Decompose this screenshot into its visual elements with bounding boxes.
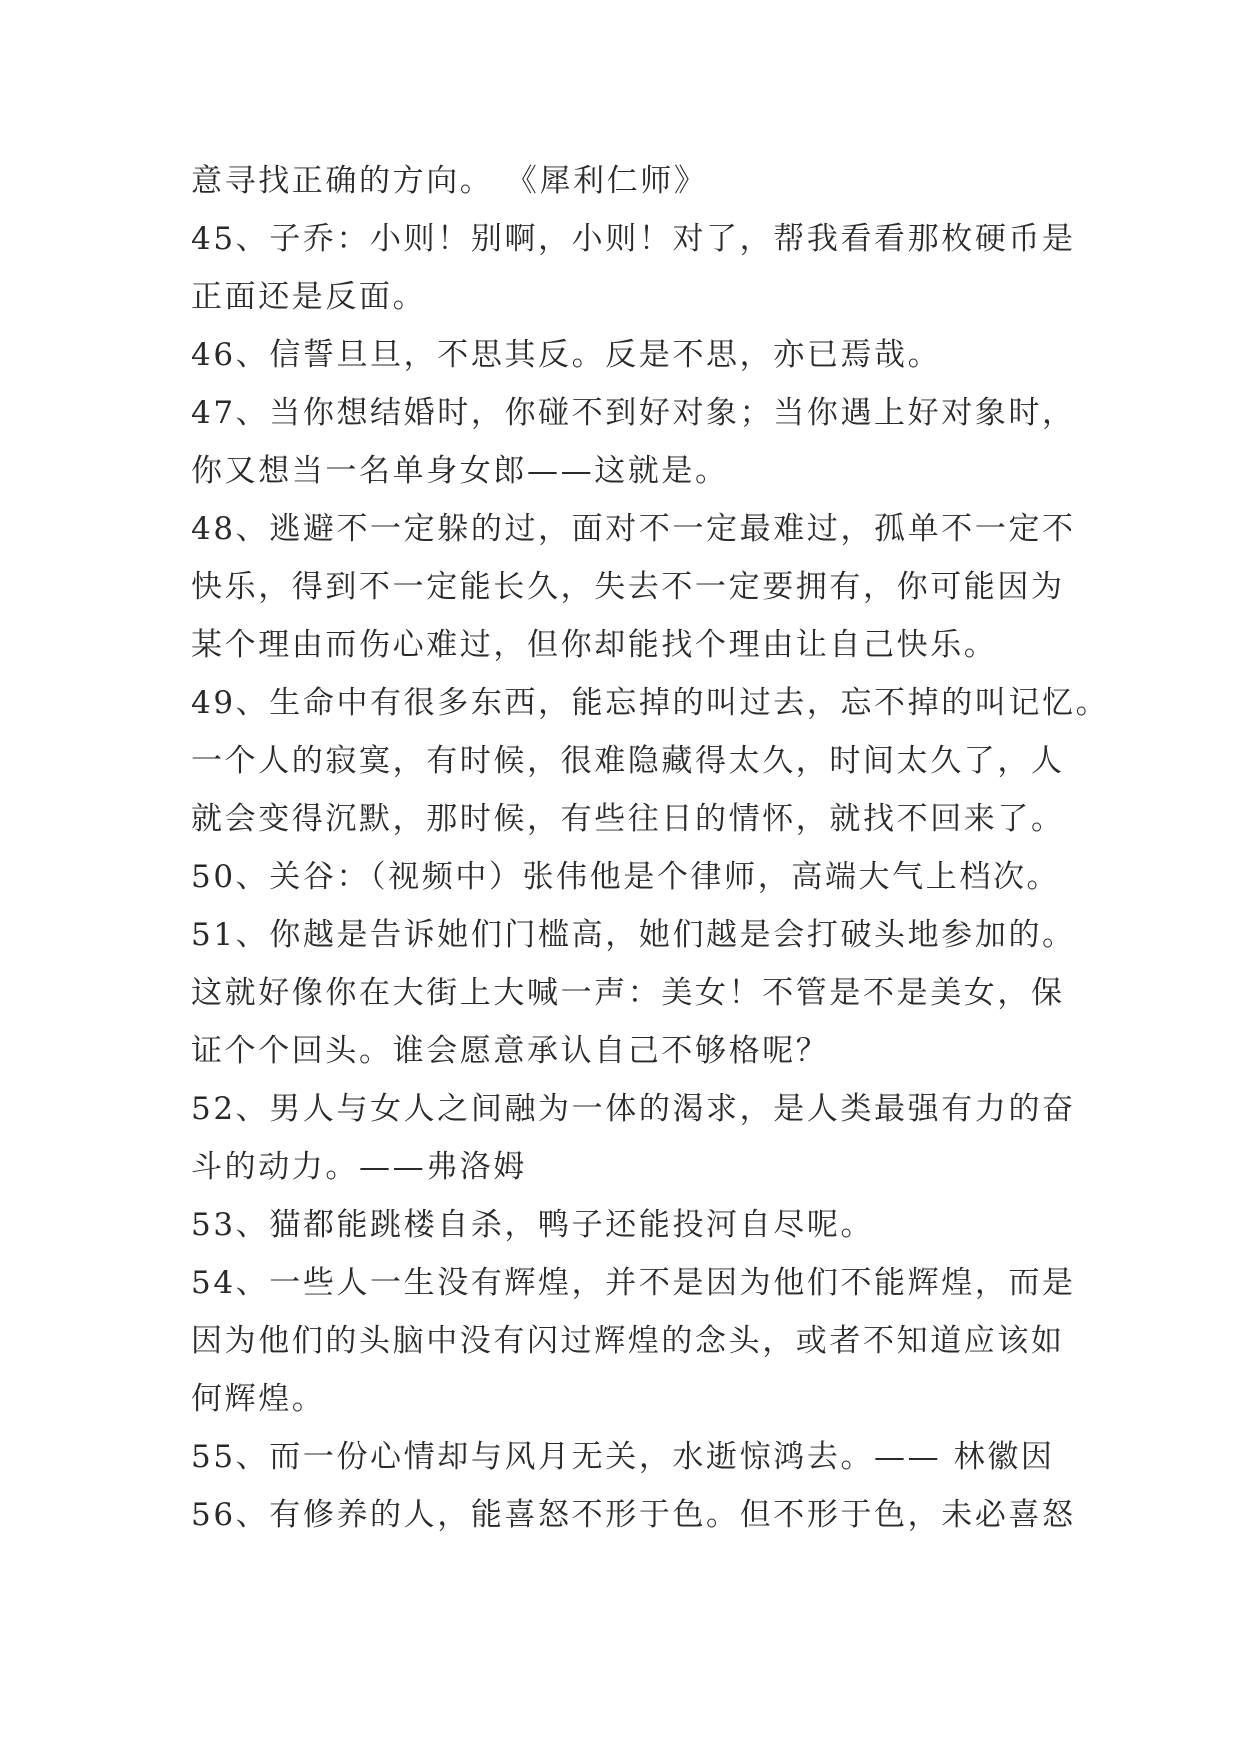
text-line: 你又想当一名单身女郎——这就是。 [191, 453, 729, 489]
body-text [191, 152, 1110, 1544]
text-line: 56、有修养的人，能喜怒不形于色。但不形于色，未必喜怒 [191, 1497, 1076, 1533]
text-line: 51、你越是告诉她们门槛高，她们越是会打破头地参加的。 [191, 917, 1076, 953]
text-line: 意寻找正确的方向。 《犀利仁师》 [191, 163, 708, 199]
text-line: 正面还是反面。 [191, 279, 427, 315]
text-line: 就会变得沉默，那时候，有些往日的情怀，就找不回来了。 [191, 801, 1065, 837]
text-line: 某个理由而伤心难过，但你却能找个理由让自己快乐。 [191, 627, 998, 663]
text-line: 证个个回头。谁会愿意承认自己不够格呢？ [191, 1033, 830, 1069]
text-line: 53、猫都能跳楼自杀，鸭子还能投河自尽呢。 [191, 1207, 875, 1243]
text-line: 一个人的寂寞，有时候，很难隐藏得太久，时间太久了，人 [191, 743, 1065, 779]
text-line: 52、男人与女人之间融为一体的渴求，是人类最强有力的奋 [191, 1091, 1076, 1127]
text-line: 49、生命中有很多东西，能忘掉的叫过去，忘不掉的叫记忆。 [191, 685, 1110, 721]
text-line: 快乐，得到不一定能长久，失去不一定要拥有，你可能因为 [191, 569, 1065, 605]
text-line: 斗的动力。——弗洛姆 [191, 1149, 527, 1185]
text-line: 48、逃避不一定躲的过，面对不一定最难过，孤单不一定不 [191, 511, 1076, 547]
text-line: 55、而一份心情却与风月无关，水逝惊鸿去。—— 林徽因 [191, 1439, 1055, 1475]
text-line: 54、一些人一生没有辉煌，并不是因为他们不能辉煌，而是 [191, 1265, 1076, 1301]
text-line: 47、当你想结婚时，你碰不到好对象；当你遇上好对象时， [191, 395, 1076, 431]
text-line: 50、关谷：（视频中）张伟他是个律师，高端大气上档次。 [191, 859, 1061, 895]
text-line: 46、信誓旦旦，不思其反。反是不思，亦已焉哉。 [191, 337, 942, 373]
text-line: 45、子乔：小则！别啊，小则！对了，帮我看看那枚硬币是 [191, 221, 1076, 257]
text-line: 因为他们的头脑中没有闪过辉煌的念头，或者不知道应该如 [191, 1323, 1065, 1359]
text-line: 何辉煌。 [191, 1381, 326, 1417]
text-line: 这就好像你在大街上大喊一声：美女！不管是不是美女，保 [191, 975, 1065, 1011]
